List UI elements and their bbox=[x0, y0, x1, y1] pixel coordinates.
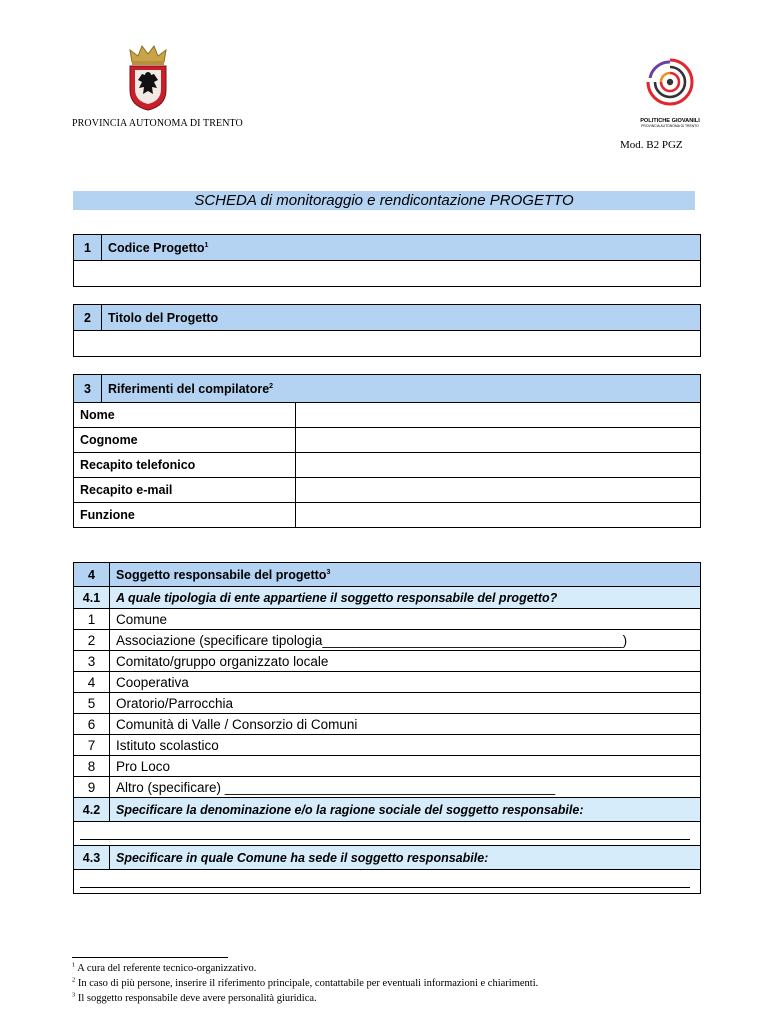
question-4-2-text: Specificare la denominazione e/o la ragione sociale del soggetto responsabile: bbox=[110, 798, 701, 822]
page-title: SCHEDA di monitoraggio e rendicontazione PROGETTO bbox=[73, 191, 695, 210]
titolo-progetto-field[interactable] bbox=[74, 331, 701, 357]
footnotes bbox=[72, 961, 538, 1006]
option-label: Altro (specificare) ____________________________________________ bbox=[110, 777, 701, 798]
option-row[interactable] bbox=[74, 630, 701, 651]
option-number: 4 bbox=[74, 672, 110, 693]
option-label: Comunità di Valle / Consorzio di Comuni bbox=[110, 714, 701, 735]
footnote-2: $^2$ In caso di più persone, inserire il riferimento principale, contattabile per eventuali informazioni e chiarimenti. bbox=[72, 976, 539, 989]
section-1-title: Codice Progetto$^1$ bbox=[102, 235, 701, 261]
section-4-table bbox=[73, 562, 701, 894]
option-number: 1 bbox=[74, 609, 110, 630]
option-label: Oratorio/Parrocchia bbox=[110, 693, 701, 714]
option-number: 8 bbox=[74, 756, 110, 777]
option-label: Pro Loco bbox=[110, 756, 701, 777]
field-label-email: Recapito e-mail bbox=[74, 478, 296, 503]
option-row[interactable] bbox=[74, 735, 701, 756]
option-row[interactable] bbox=[74, 714, 701, 735]
logo-title: POLITICHE GIOVANILI bbox=[640, 118, 700, 124]
comune-sede-field[interactable] bbox=[74, 870, 701, 894]
section-2-number: 2 bbox=[74, 305, 102, 331]
section-4-number: 4 bbox=[74, 563, 110, 587]
option-number: 6 bbox=[74, 714, 110, 735]
section-1-number: 1 bbox=[74, 235, 102, 261]
answer-line bbox=[80, 887, 690, 888]
option-row[interactable] bbox=[74, 651, 701, 672]
provincia-logo bbox=[72, 44, 243, 129]
option-label: Associazione (specificare tipologia________________________________________) bbox=[110, 630, 701, 651]
section-3-number: 3 bbox=[74, 375, 102, 403]
field-label-funzione: Funzione bbox=[74, 503, 296, 528]
option-label: Comitato/gruppo organizzato locale bbox=[110, 651, 701, 672]
question-4-2-number: 4.2 bbox=[74, 798, 110, 822]
answer-line bbox=[80, 839, 690, 840]
email-input[interactable] bbox=[296, 478, 701, 503]
option-number: 9 bbox=[74, 777, 110, 798]
question-4-3-text: Specificare in quale Comune ha sede il soggetto responsabile: bbox=[110, 846, 701, 870]
option-row[interactable] bbox=[74, 693, 701, 714]
option-label: Cooperativa bbox=[110, 672, 701, 693]
org-name: PROVINCIA AUTONOMA DI TRENTO bbox=[72, 118, 243, 129]
option-label: Istituto scolastico bbox=[110, 735, 701, 756]
option-label: Comune bbox=[110, 609, 701, 630]
section-3-table bbox=[73, 374, 701, 528]
option-row[interactable] bbox=[74, 609, 701, 630]
field-label-cognome: Cognome bbox=[74, 428, 296, 453]
denominazione-field[interactable] bbox=[74, 822, 701, 846]
field-label-telefono: Recapito telefonico bbox=[74, 453, 296, 478]
nome-input[interactable] bbox=[296, 403, 701, 428]
coat-of-arms-icon bbox=[122, 44, 174, 112]
option-row[interactable] bbox=[74, 756, 701, 777]
funzione-input[interactable] bbox=[296, 503, 701, 528]
option-row[interactable] bbox=[74, 672, 701, 693]
field-label-nome: Nome bbox=[74, 403, 296, 428]
option-number: 2 bbox=[74, 630, 110, 651]
question-4-1-text: A quale tipologia di ente appartiene il soggetto responsabile del progetto? bbox=[110, 587, 701, 609]
section-2-title: Titolo del Progetto bbox=[102, 305, 701, 331]
question-4-3-number: 4.3 bbox=[74, 846, 110, 870]
logo-subtitle: PROVINCIA AUTONOMA DI TRENTO bbox=[641, 124, 699, 128]
telefono-input[interactable] bbox=[296, 453, 701, 478]
section-1-table bbox=[73, 234, 701, 287]
footnote-rule bbox=[72, 957, 228, 958]
cognome-input[interactable] bbox=[296, 428, 701, 453]
section-4-title: Soggetto responsabile del progetto$^3$ bbox=[110, 563, 701, 587]
option-number: 3 bbox=[74, 651, 110, 672]
question-4-1-number: 4.1 bbox=[74, 587, 110, 609]
spiral-logo-icon bbox=[640, 54, 700, 112]
model-code: Mod. B2 PGZ bbox=[620, 139, 683, 151]
option-number: 5 bbox=[74, 693, 110, 714]
codice-progetto-field[interactable] bbox=[74, 261, 701, 287]
option-row[interactable] bbox=[74, 777, 701, 798]
section-3-title: Riferimenti del compilatore$^2$ bbox=[102, 375, 701, 403]
section-2-table bbox=[73, 304, 701, 357]
footnote-3: $^3$ Il soggetto responsabile deve avere personalità giuridica. bbox=[72, 991, 317, 1004]
option-number: 7 bbox=[74, 735, 110, 756]
politiche-giovanili-logo bbox=[640, 54, 700, 128]
footnote-1: $^1$ A cura del referente tecnico-organizzativo. bbox=[72, 961, 257, 974]
